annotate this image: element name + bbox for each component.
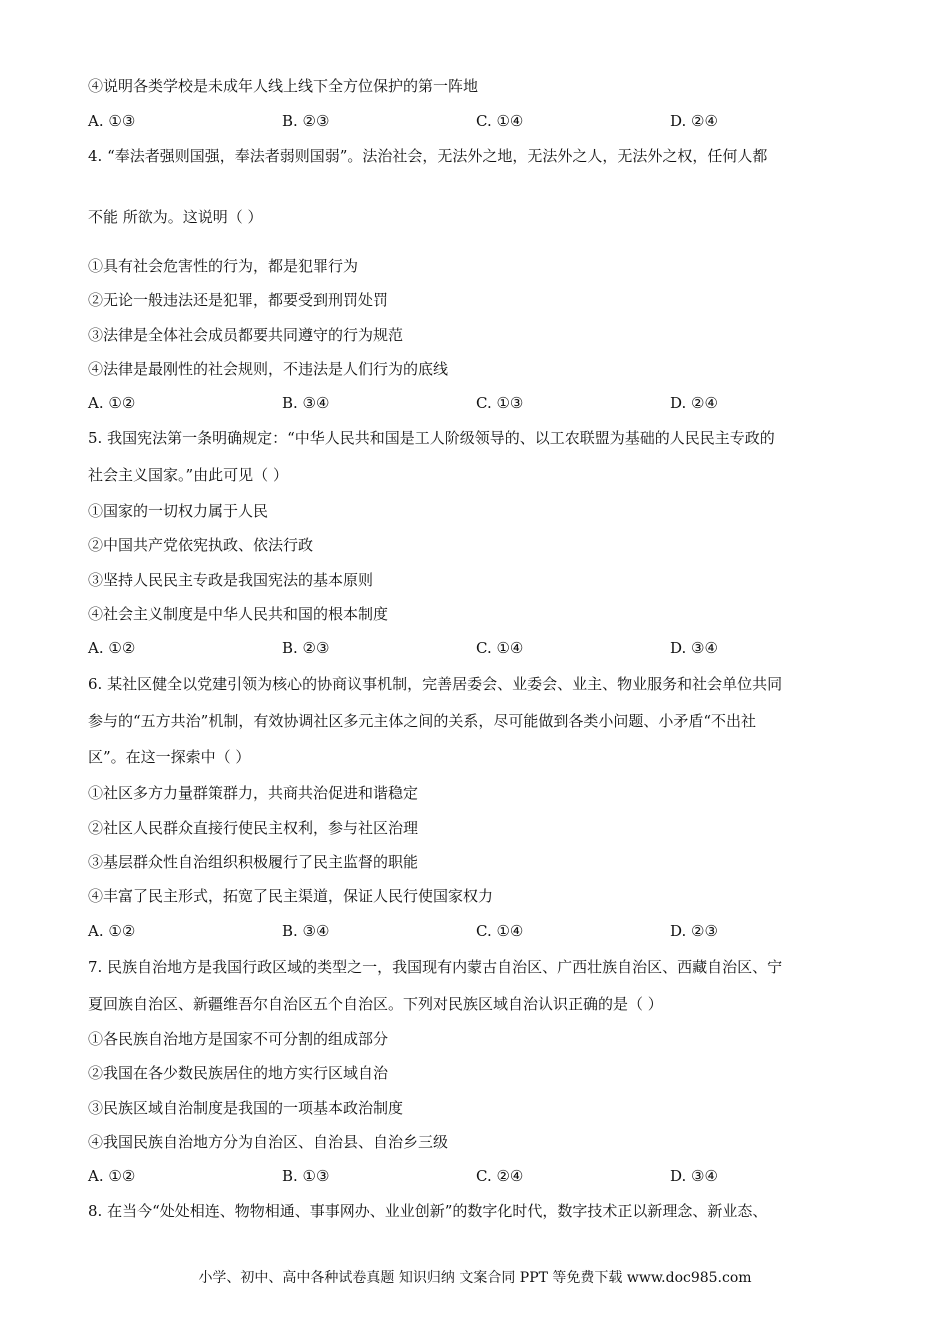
q4-option-a: A. ①② <box>88 394 136 412</box>
q7-option-d: D. ③④ <box>670 1167 718 1185</box>
q4-stem-line-2: 不能 所欲为。这说明（ ） <box>88 208 263 226</box>
q6-item-2: ②社区人民群众直接行使民主权利，参与社区治理 <box>88 819 419 837</box>
q6-item-1: ①社区多方力量群策群力，共商共治促进和谐稳定 <box>88 784 419 802</box>
q7-item-1: ①各民族自治地方是国家不可分割的组成部分 <box>88 1030 389 1048</box>
q5-stem-line-2: 社会主义国家。”由此可见（ ） <box>88 466 288 484</box>
q6-item-4: ④丰富了民主形式，拓宽了民主渠道，保证人民行使国家权力 <box>88 887 494 905</box>
q6-item-3: ③基层群众性自治组织积极履行了民主监督的职能 <box>88 853 419 871</box>
q4-item-2: ②无论一般违法还是犯罪，都要受到刑罚处罚 <box>88 291 389 309</box>
q7-item-4: ④我国民族自治地方分为自治区、自治县、自治乡三级 <box>88 1133 449 1151</box>
q5-option-b: B. ②③ <box>282 639 330 657</box>
q6-option-a: A. ①② <box>88 922 136 940</box>
q3-option-c: C. ①④ <box>476 112 524 130</box>
page-footer: 小学、初中、高中各种试卷真题 知识归纳 文案合同 PPT 等免费下载 www.doc985.com <box>198 1270 752 1286</box>
q4-option-c: C. ①③ <box>476 394 524 412</box>
q5-item-3: ③坚持人民民主专政是我国宪法的基本原则 <box>88 571 374 589</box>
q7-stem-line-1: 7. 民族自治地方是我国行政区域的类型之一，我国现有内蒙古自治区、广西壮族自治区、西藏自治区、宁 <box>88 958 783 976</box>
q6-option-c: C. ①④ <box>476 922 524 940</box>
q4-option-b: B. ③④ <box>282 394 330 412</box>
q7-option-a: A. ①② <box>88 1167 136 1185</box>
q5-item-1: ①国家的一切权力属于人民 <box>88 502 269 520</box>
q7-item-2: ②我国在各少数民族居住的地方实行区域自治 <box>88 1064 389 1082</box>
q6-option-d: D. ②③ <box>670 922 718 940</box>
q5-option-d: D. ③④ <box>670 639 718 657</box>
q5-option-a: A. ①② <box>88 639 136 657</box>
q6-option-b: B. ③④ <box>282 922 330 940</box>
q6-stem-line-2: 参与的“五方共治”机制，有效协调社区多元主体之间的关系，尽可能做到各类小问题、小矛盾“不出社 <box>88 712 757 730</box>
q7-item-3: ③民族区域自治制度是我国的一项基本政治制度 <box>88 1099 404 1117</box>
q3-option-a: A. ①③ <box>88 112 136 130</box>
q5-item-2: ②中国共产党依宪执政、依法行政 <box>88 536 314 554</box>
q6-stem-line-3: 区”。在这一探索中（ ） <box>88 748 251 766</box>
q3-option-b: B. ②③ <box>282 112 330 130</box>
q4-item-4: ④法律是最刚性的社会规则，不违法是人们行为的底线 <box>88 360 449 378</box>
q7-stem-line-2: 夏回族自治区、新疆维吾尔自治区五个自治区。下列对民族区域自治认识正确的是（ ） <box>88 995 663 1013</box>
q7-option-c: C. ②④ <box>476 1167 524 1185</box>
q8-stem-line-1: 8. 在当今“处处相连、物物相通、事事网办、业业创新”的数字化时代，数字技术正以新理念、新业态、 <box>88 1202 768 1220</box>
q4-stem-line-1: 4. “奉法者强则国强，奉法者弱则国弱”。法治社会，无法外之地，无法外之人，无法外之权，任何人都 <box>88 147 768 165</box>
q4-option-d: D. ②④ <box>670 394 718 412</box>
q4-item-3: ③法律是全体社会成员都要共同遵守的行为规范 <box>88 326 404 344</box>
q3-item-4: ④说明各类学校是未成年人线上线下全方位保护的第一阵地 <box>88 77 479 95</box>
q4-item-1: ①具有社会危害性的行为，都是犯罪行为 <box>88 257 359 275</box>
q6-stem-line-1: 6. 某社区健全以党建引领为核心的协商议事机制，完善居委会、业委会、业主、物业服务和社会单位共同 <box>88 675 783 693</box>
q5-option-c: C. ①④ <box>476 639 524 657</box>
q5-stem-line-1: 5. 我国宪法第一条明确规定：“中华人民共和国是工人阶级领导的、以工农联盟为基础的人民民主专政的 <box>88 429 775 447</box>
q3-option-d: D. ②④ <box>670 112 718 130</box>
q7-option-b: B. ①③ <box>282 1167 330 1185</box>
q5-item-4: ④社会主义制度是中华人民共和国的根本制度 <box>88 605 389 623</box>
